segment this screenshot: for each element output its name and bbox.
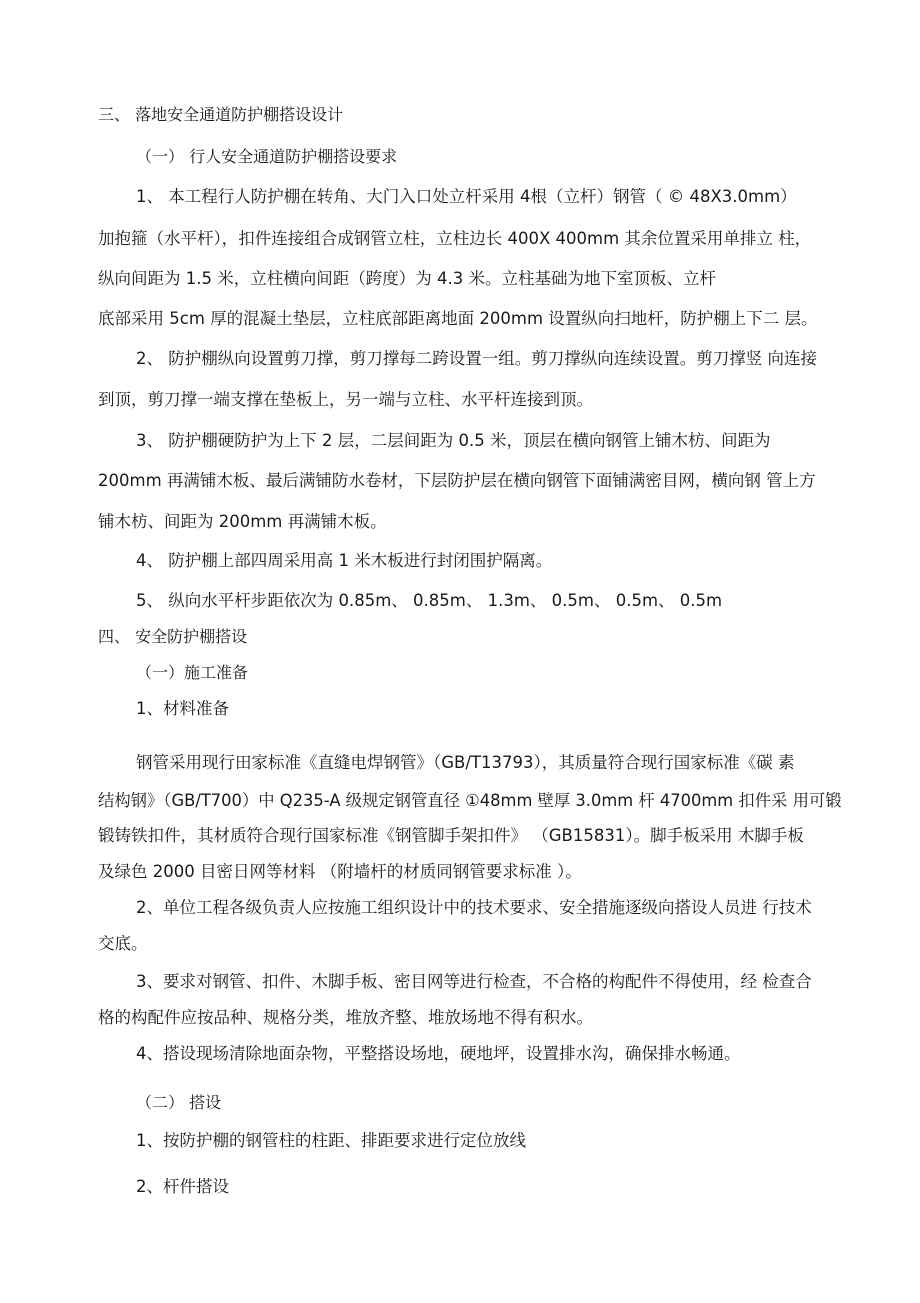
paragraph-1-line-4: 底部采用 5cm 厚的混凝土垫层，立柱底部距离地面 200mm 设置纵向扫地杆，防护棚上下二 层。 <box>98 309 818 328</box>
paragraph-2-line-1: 2、 防护棚纵向设置剪刀撑，剪刀撑每二跨设置一组。剪刀撑纵向连续设置。剪刀撑竖 向连接 <box>136 349 817 368</box>
paragraph-4: 4、 防护棚上部四周采用高 1 米木板进行封闭围护隔离。 <box>136 551 553 570</box>
materials-line-4: 及绿色 2000 目密日网等材料 （附墙杆的材质同钢管要求标准 ）。 <box>98 862 582 881</box>
materials-line-1: 钢管采用现行田家标准《直缝电焊钢管》（GB/T13793），其质量符合现行国家标准《碳 素 <box>136 753 795 772</box>
item-4: 4、搭设现场清除地面杂物，平整搭设场地，硬地坪，设置排水沟，确保排水畅通。 <box>136 1044 741 1063</box>
paragraph-1-line-1: 1、 本工程行人防护棚在转角、大门入口处立杆采用 4根（立杆）钢管（ © 48X3.0mm） <box>136 187 797 206</box>
paragraph-3-line-2: 200mm 再满铺木板、最后满铺防水卷材，下层防护层在横向钢管下面铺满密目网，横向钢 管上方 <box>98 471 816 490</box>
item-2-line-1: 2、单位工程各级负责人应按施工组织设计中的技术要求、安全措施逐级向搭设人员进 行技术 <box>136 898 812 917</box>
section-3-heading: 三、 落地安全通道防护棚搭设设计 <box>98 105 344 124</box>
section-4-subheading-2: （二） 搭设 <box>136 1093 222 1112</box>
paragraph-1-line-3: 纵向间距为 1.5 米，立柱横向间距（跨度）为 4.3 米。立柱基础为地下室顶板、立杆 <box>98 269 716 288</box>
materials-line-3: 锻铸铁扣件，其材质符合现行国家标准《钢管脚手架扣件》 （GB15831）。脚手板采用 木脚手板 <box>98 826 804 845</box>
paragraph-5: 5、 纵向水平杆步距依次为 0.85m、 0.85m、 1.3m、 0.5m、 0.5m、 0.5m <box>136 591 723 610</box>
section-3-subheading: （一） 行人安全通道防护棚搭设要求 <box>136 147 398 166</box>
paragraph-3-line-3: 铺木枋、间距为 200mm 再满铺木板。 <box>98 512 387 531</box>
item-3-line-1: 3、要求对钢管、扣件、木脚手板、密目网等进行检查，不合格的构配件不得使用，经 检查合 <box>136 972 812 991</box>
step-1: 1、按防护棚的钢管柱的柱距、排距要求进行定位放线 <box>136 1131 526 1150</box>
item-3-line-2: 格的构配件应按品种、规格分类，堆放齐整、堆放场地不得有积水。 <box>98 1008 593 1027</box>
section-4-subheading-1: （一）施工准备 <box>136 663 249 682</box>
paragraph-2-line-2: 到顶，剪刀撑一端支撑在垫板上，另一端与立柱、水平杆连接到顶。 <box>98 390 593 409</box>
paragraph-3-line-1: 3、 防护棚硬防护为上下 2 层，二层间距为 0.5 米，顶层在横向钢管上铺木枋、间距为 <box>136 431 771 450</box>
item-1-heading: 1、材料准备 <box>136 699 229 718</box>
section-4-heading: 四、 安全防护棚搭设 <box>98 627 248 646</box>
step-2: 2、杆件搭设 <box>136 1177 229 1196</box>
paragraph-1-line-2: 加抱箍（水平杆），扣件连接组合成钢管立柱，立柱边长 400X 400mm 其余位置采用单排立 柱， <box>98 229 812 248</box>
item-2-line-2: 交底。 <box>98 934 148 953</box>
materials-line-2: 结构钢》（GB/T700）中 Q235-A 级规定钢管直径 ①48mm 壁厚 3.0mm 杆 4700mm 扣件采 用可锻 <box>98 791 842 810</box>
